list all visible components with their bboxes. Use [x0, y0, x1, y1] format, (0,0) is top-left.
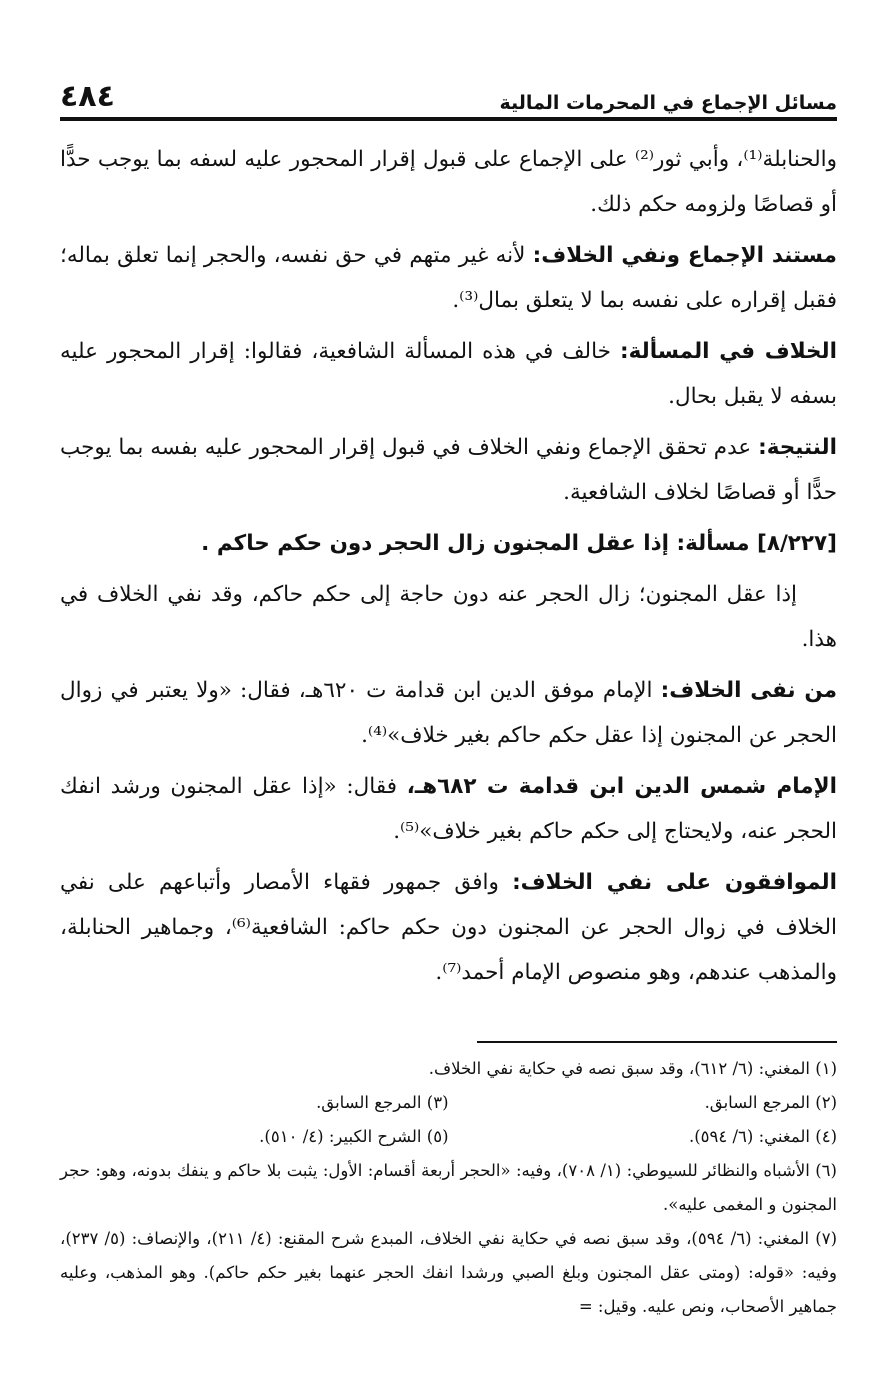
paragraph	[60, 572, 837, 662]
page-header	[60, 74, 837, 114]
paragraph-text: والحنابلة⁽¹⁾، وأبي ثور⁽²⁾ على الإجماع على قبول إقرار المحجور عليه لسفه بما يوجب حدًّا أو قصاصًا ولزومه حكم ذلك.	[60, 147, 837, 217]
footnote-divider	[477, 1041, 837, 1043]
paragraph-text: لأنه غير متهم في حق نفسه، والحجر إنما تعلق بماله؛ فقبل إقراره على نفسه بما لا يتعلق بمال⁽³⁾.	[60, 243, 837, 313]
footnote: (٣) المرجع السابق.	[316, 1093, 449, 1112]
footnote: (٦) الأشباه والنظائر للسيوطي: (١/ ٧٠٨)، وفيه: «الحجر أربعة أقسام: الأول: يثبت بلا حاكم و ينفك بدونه، وهو: حجر المجنون و المغمى عليه».	[60, 1161, 837, 1214]
issue-heading: [٨/٢٢٧] مسألة: إذا عقل المجنون زال الحجر دون حكم حاكم .	[201, 531, 837, 556]
paragraph-heading: من نفى الخلاف:	[660, 678, 838, 703]
footnote: (٥) الشرح الكبير: (٤/ ٥١٠).	[259, 1127, 449, 1146]
paragraph-heading: النتيجة:	[758, 435, 837, 460]
footnote: (١) المغني: (٦/ ٦١٢)، وقد سبق نصه في حكاية نفي الخلاف.	[428, 1059, 837, 1078]
page-number: ٤٨٤	[60, 79, 115, 114]
paragraph-heading: الإمام شمس الدين ابن قدامة ت ٦٨٢هـ،	[406, 774, 837, 799]
paragraph-text: الإمام موفق الدين ابن قدامة ت ٦٢٠هـ، فقال: «ولا يعتبر في زوال الحجر عن المجنون إذا عقل حكم حاكم بغير خلاف»⁽⁴⁾.	[60, 678, 837, 748]
paragraph-text: فقال: «إذا عقل المجنون ورشد انفك الحجر عنه، ولايحتاج إلى حكم حاكم بغير خلاف»⁽⁵⁾.	[60, 774, 837, 844]
paragraph-heading: الموافقون على نفي الخلاف:	[512, 870, 837, 895]
running-title: مسائل الإجماع في المحرمات المالية	[499, 92, 837, 114]
footnote: (٤) المغني: (٦/ ٥٩٤).	[688, 1127, 837, 1146]
footnote-row	[60, 1120, 837, 1154]
footnote: (٢) المرجع السابق.	[704, 1093, 837, 1112]
header-rule	[60, 117, 837, 121]
paragraph	[60, 233, 837, 323]
main-text	[60, 137, 837, 1001]
paragraph	[60, 329, 837, 419]
footnote-row	[60, 1086, 837, 1120]
footnotes	[60, 1052, 837, 1324]
paragraph-text: إذا عقل المجنون؛ زال الحجر عنه دون حاجة إلى حكم حاكم، وقد نفي الخلاف في هذا.	[60, 582, 837, 652]
paragraph	[60, 764, 837, 854]
paragraph	[60, 137, 837, 227]
paragraph	[60, 668, 837, 758]
paragraph-heading: مستند الإجماع ونفي الخلاف:	[532, 243, 837, 268]
footnote: (٧) المغني: (٦/ ٥٩٤)، وقد سبق نصه في حكاية نفي الخلاف، المبدع شرح المقنع: (٤/ ٢١١)، والإنصاف: (٥/ ٢٣٧)، وفيه: «قوله: (ومتى عقل المجنون وبلغ الصبي ورشدا انفك الحجر عنهما بغير حكم حاكم). وهو المذهب، وعليه جماهير الأصحاب، ونص عليه. وقيل: =	[60, 1229, 838, 1316]
paragraph-heading: الخلاف في المسألة:	[620, 339, 837, 364]
paragraph	[60, 425, 837, 515]
paragraph-text: عدم تحقق الإجماع ونفي الخلاف في قبول إقرار المحجور عليه بفسه بما يوجب حدًّا أو قصاصًا لخلاف الشافعية.	[60, 435, 837, 505]
paragraph-text: وافق جمهور فقهاء الأمصار وأتباعهم على نفي الخلاف في زوال الحجر عن المجنون دون حكم حاكم: الشافعية⁽⁶⁾، وجماهير الحنابلة، والمذهب عندهم، وهو منصوص الإمام أحمد⁽⁷⁾.	[60, 870, 837, 985]
paragraph-text: خالف في هذه المسألة الشافعية، فقالوا: إقرار المحجور عليه بسفه لا يقبل بحال.	[60, 339, 837, 409]
paragraph	[60, 860, 837, 995]
